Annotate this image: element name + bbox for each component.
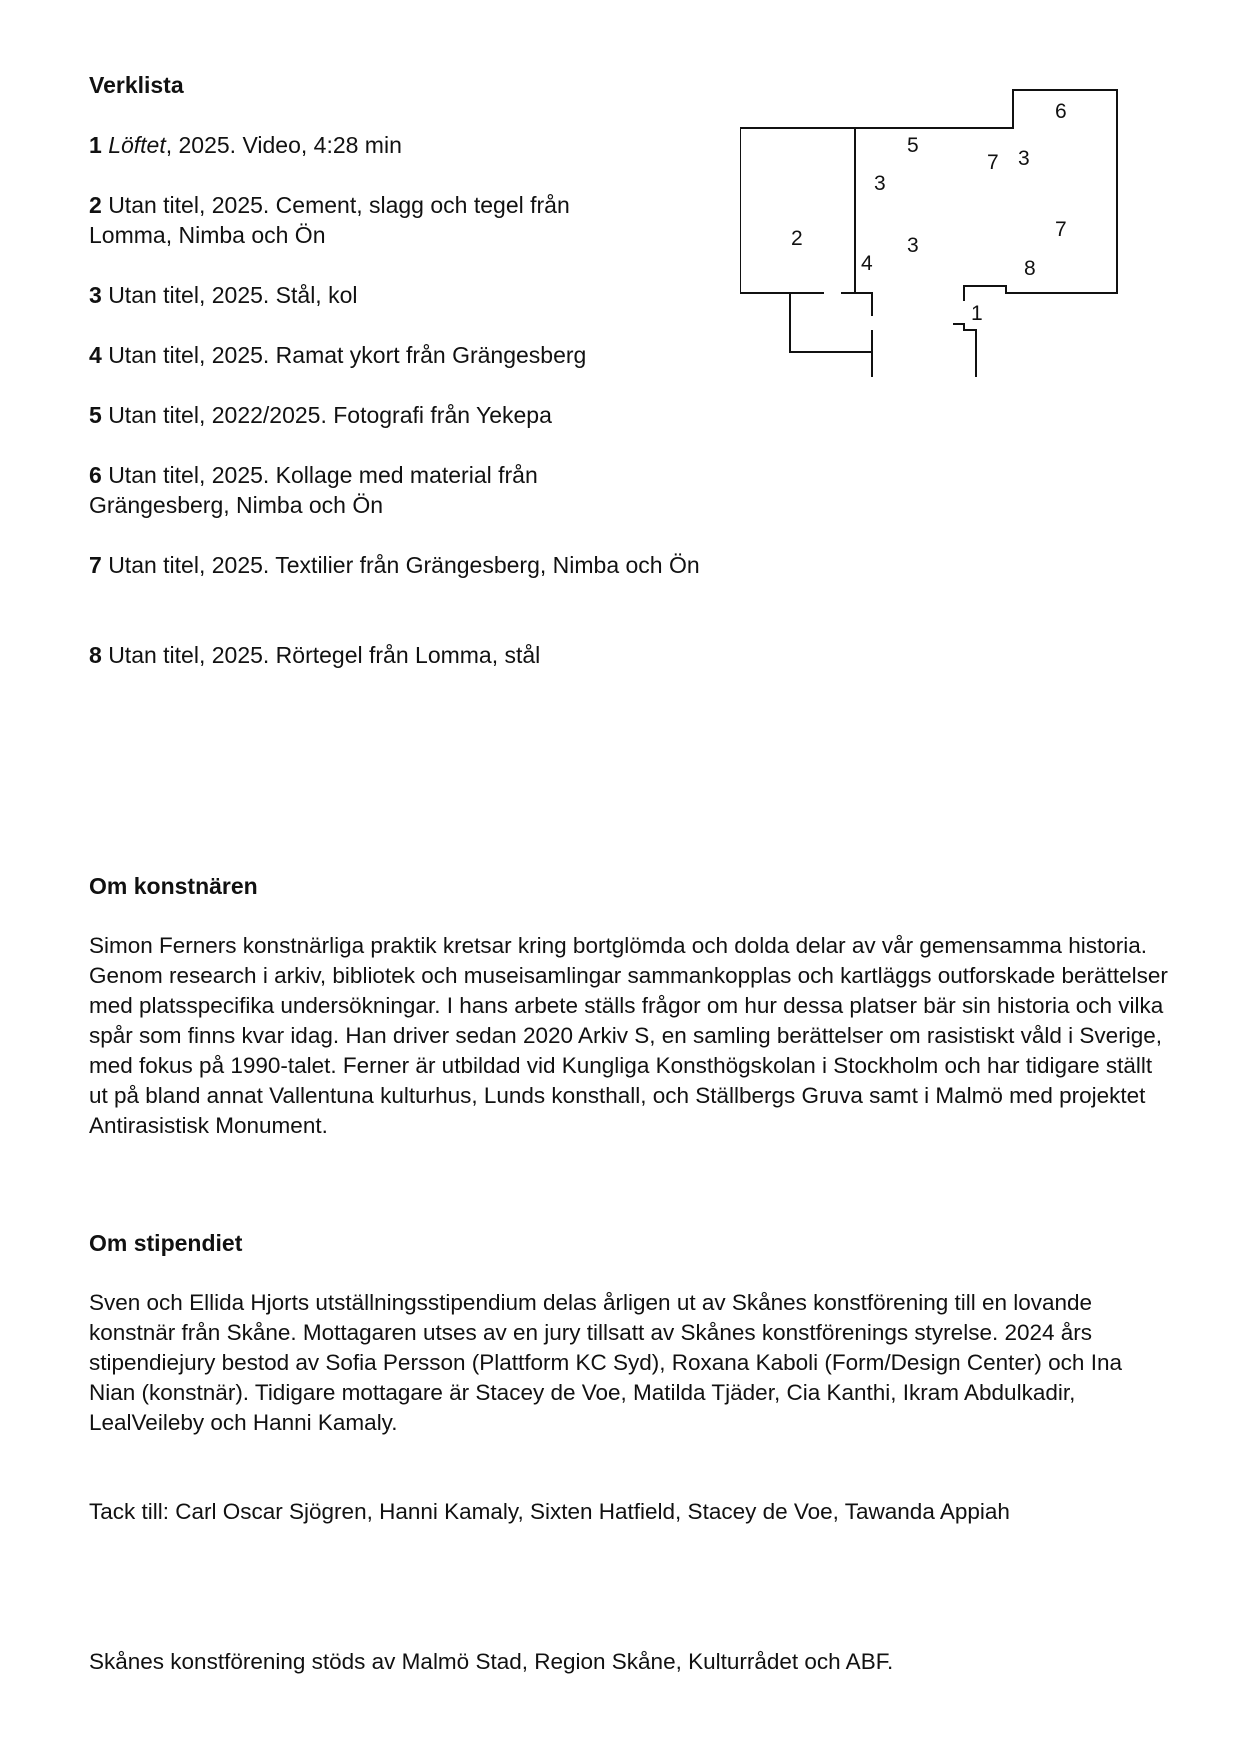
- work-description: Utan titel, 2025. Ramat ykort från Grängesberg: [108, 342, 587, 368]
- thanks-text: Tack till: Carl Oscar Sjögren, Hanni Kamaly, Sixten Hatfield, Stacey de Voe, Tawanda Appiah: [89, 1499, 1010, 1524]
- floor-plan: [740, 84, 1130, 384]
- floor-plan-label: 7: [987, 151, 999, 174]
- floor-plan-label: 7: [1055, 218, 1067, 241]
- work-description: Utan titel, 2025. Rörtegel från Lomma, stål: [108, 642, 541, 668]
- work-number: 5: [89, 402, 102, 428]
- work-description: Utan titel, 2025. Stål, kol: [108, 282, 358, 308]
- floor-plan-label: 3: [1018, 147, 1030, 170]
- work-description: Utan titel, 2025. Kollage med material från Grängesberg, Nimba och Ön: [89, 462, 538, 518]
- wall-segment: [841, 293, 872, 316]
- work-item-5: [89, 400, 709, 430]
- work-description: Utan titel, 2025. Textilier från Grängesberg, Nimba och Ön: [108, 552, 700, 578]
- work-item-7: [89, 550, 729, 580]
- work-number: 4: [89, 342, 102, 368]
- floor-plan-label: 1: [971, 302, 983, 325]
- work-item-3: [89, 280, 709, 310]
- work-number: 8: [89, 642, 102, 668]
- floor-plan-label: 5: [907, 134, 919, 157]
- work-description: Utan titel, 2025. Cement, slagg och tegel från Lomma, Nimba och Ön: [89, 192, 570, 248]
- floor-plan-label: 6: [1055, 100, 1067, 123]
- artist-bio: Simon Ferners konstnärliga praktik kretsar kring bortglömda och dolda delar av vår gemensamma historia. Genom research i arkiv, bibliotek och museisamlingar sammankopplas och kartläggs outforskade berättelser med platsspecifika undersökningar. I hans arbete ställs frågor om hur dessa platser bär sin historia och vilka spår som finns kvar idag. Han driver sedan 2020 Arkiv S, en samling berättelser om rasistiskt våld i Sverige, med fokus på 1990-talet. Ferner är utbildad vid Kungliga Konsthögskolan i Stockholm och har tidigare ställt ut på bland annat Vallentuna kulturhus, Lunds konsthall, och Ställbergs Gruva samt i Malmö med projektet Antirasistisk Monument.: [89, 933, 1168, 1138]
- work-item-2: [89, 190, 649, 250]
- support-text: Skånes konstförening stöds av Malmö Stad, Region Skåne, Kulturrådet och ABF.: [89, 1649, 894, 1674]
- floor-plan-label: 8: [1024, 257, 1036, 280]
- work-number: 7: [89, 552, 102, 578]
- work-item-4: [89, 340, 709, 370]
- artist-heading: Om konstnären: [89, 873, 258, 899]
- works-heading: Verklista: [89, 72, 184, 98]
- work-title: Löftet: [108, 132, 166, 158]
- floor-plan-label: 3: [874, 172, 886, 195]
- work-item-1: [89, 130, 709, 160]
- floor-plan-label: 4: [861, 252, 873, 275]
- work-number: 2: [89, 192, 102, 218]
- corridor-wall: [953, 324, 976, 377]
- work-number: 3: [89, 282, 102, 308]
- grant-text: Sven och Ellida Hjorts utställningsstipendium delas årligen ut av Skånes konstförening till en lovande konstnär från Skåne. Mottagaren utses av en jury tillsatt av Skånes konstförenings styrelse. 2024 års stipendiejury bestod av Sofia Persson (Plattform KC Syd), Roxana Kaboli (Form/Design Center) och Ina Nian (konstnär). Tidigare mottagare är Stacey de Voe, Matilda Tjäder, Cia Kanthi, Ikram Abdulkadir, LealVeileby och Hanni Kamaly.: [89, 1290, 1122, 1435]
- grant-heading: Om stipendiet: [89, 1230, 243, 1256]
- work-number: 1: [89, 132, 102, 158]
- work-item-8: [89, 640, 709, 670]
- floor-plan-label: 3: [907, 234, 919, 257]
- work-description: Utan titel, 2022/2025. Fotografi från Yekepa: [108, 402, 552, 428]
- work-description: , 2025. Video, 4:28 min: [165, 132, 402, 158]
- floor-plan-labels: [791, 100, 1067, 325]
- work-item-6: [89, 460, 619, 520]
- floor-plan-label: 2: [791, 227, 803, 250]
- annex-wall: [790, 293, 872, 352]
- work-number: 6: [89, 462, 102, 488]
